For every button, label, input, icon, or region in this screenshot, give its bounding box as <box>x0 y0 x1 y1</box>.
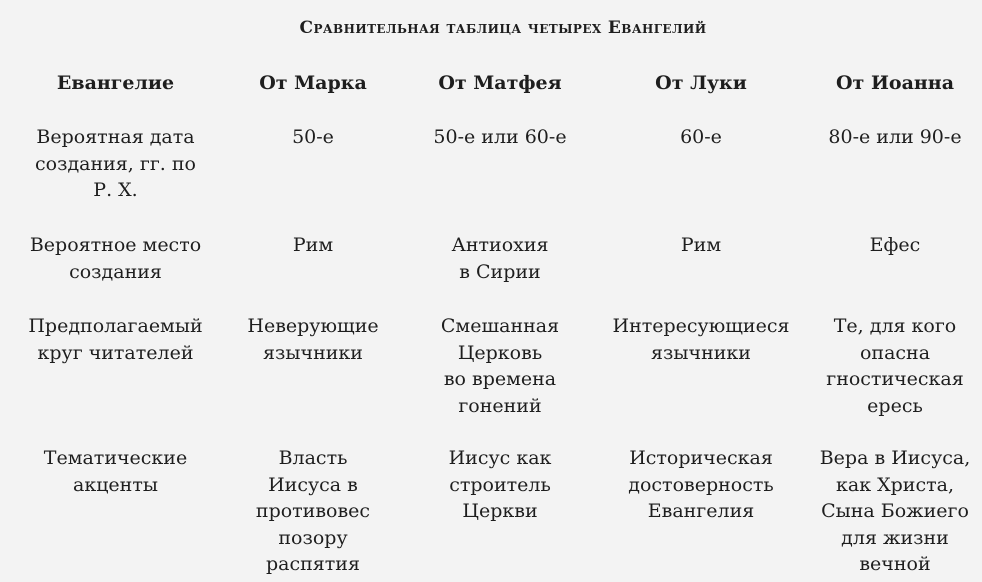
row-readers-luke <box>595 313 807 366</box>
cell-line: позору <box>278 526 348 549</box>
cell-line: гонений <box>458 394 542 417</box>
cell-line: Интересующиеся <box>612 315 790 337</box>
cell-line: Те, для кого <box>833 315 957 337</box>
cell-line: Церковь <box>457 341 543 364</box>
cell-line: Евангелия <box>647 500 755 522</box>
cell-line: Историческая <box>629 447 773 469</box>
row-date-john <box>808 124 982 151</box>
row-themes-mark <box>228 445 398 578</box>
row-place-matthew <box>405 232 595 285</box>
header-matthew: От Матфея <box>438 72 562 94</box>
cell-line: 80-е или 90-е <box>828 126 962 148</box>
header-luke: От Луки <box>655 72 747 94</box>
row-place-mark <box>228 232 398 259</box>
cell-line: Антиохия <box>451 234 549 256</box>
cell-line: распятия <box>266 553 360 575</box>
row-readers-john <box>808 313 982 419</box>
cell-line: гностическая <box>826 368 964 390</box>
header-john: От Иоанна <box>836 72 954 94</box>
cell-line: Вера в Иисуса, <box>819 447 971 469</box>
cell-line: Иисуса в <box>268 473 358 496</box>
cell-line: Тематические <box>43 447 188 469</box>
cell-line: язычники <box>651 341 751 364</box>
cell-line: Р. Х. <box>93 179 138 201</box>
cell-line: Рим <box>292 234 334 256</box>
row-readers-matthew <box>405 313 595 419</box>
row-readers-label <box>8 313 223 366</box>
cell-line: 50-е или 60-е <box>433 126 567 148</box>
cell-line: в Сирии <box>459 260 541 283</box>
row-place-label <box>8 232 223 285</box>
cell-line: как Христа, <box>836 473 954 496</box>
cell-line: Сына Божиего <box>821 500 969 522</box>
cell-line: вечной <box>859 553 931 575</box>
cell-line: строитель <box>449 473 551 496</box>
row-themes-matthew <box>405 445 595 525</box>
cell-line: Вероятная дата <box>36 126 195 148</box>
cell-line: акценты <box>73 473 158 496</box>
cell-line: противовес <box>255 500 371 522</box>
cell-line: язычники <box>263 341 363 364</box>
row-date-matthew <box>405 124 595 151</box>
row-date-mark <box>228 124 398 151</box>
cell-line: Смешанная <box>440 315 560 337</box>
header-mark: От Марка <box>259 72 367 94</box>
row-place-john <box>808 232 982 259</box>
cell-line: Предполагаемый <box>28 315 203 337</box>
cell-line: круг читателей <box>37 341 194 364</box>
cell-line: создания, гг. по <box>35 152 196 175</box>
row-date-luke <box>595 124 807 151</box>
row-themes-label <box>8 445 223 498</box>
cell-line: Иисус как <box>448 447 552 469</box>
cell-line: Власть <box>278 447 348 469</box>
header-gospel: Евангелие <box>56 72 175 94</box>
cell-line: достоверность <box>628 473 774 496</box>
cell-line: для жизни <box>841 526 949 549</box>
row-date-label <box>8 124 223 204</box>
cell-line: создания <box>69 260 162 283</box>
cell-line: 50-е <box>292 126 334 148</box>
cell-line: Ефес <box>869 234 921 256</box>
row-themes-luke <box>595 445 807 525</box>
cell-line: во времена <box>443 368 557 390</box>
cell-line: Неверующие <box>247 315 379 337</box>
table-title: Сравнительная таблица четырех Евангелий <box>299 18 707 38</box>
row-readers-mark <box>228 313 398 366</box>
cell-line: Вероятное место <box>29 234 202 256</box>
cell-line: ересь <box>867 394 923 417</box>
row-themes-john <box>808 445 982 578</box>
cell-line: Церкви <box>462 500 538 522</box>
row-place-luke <box>595 232 807 259</box>
cell-line: опасна <box>859 341 931 364</box>
cell-line: 60-е <box>680 126 722 148</box>
cell-line: Рим <box>680 234 722 256</box>
